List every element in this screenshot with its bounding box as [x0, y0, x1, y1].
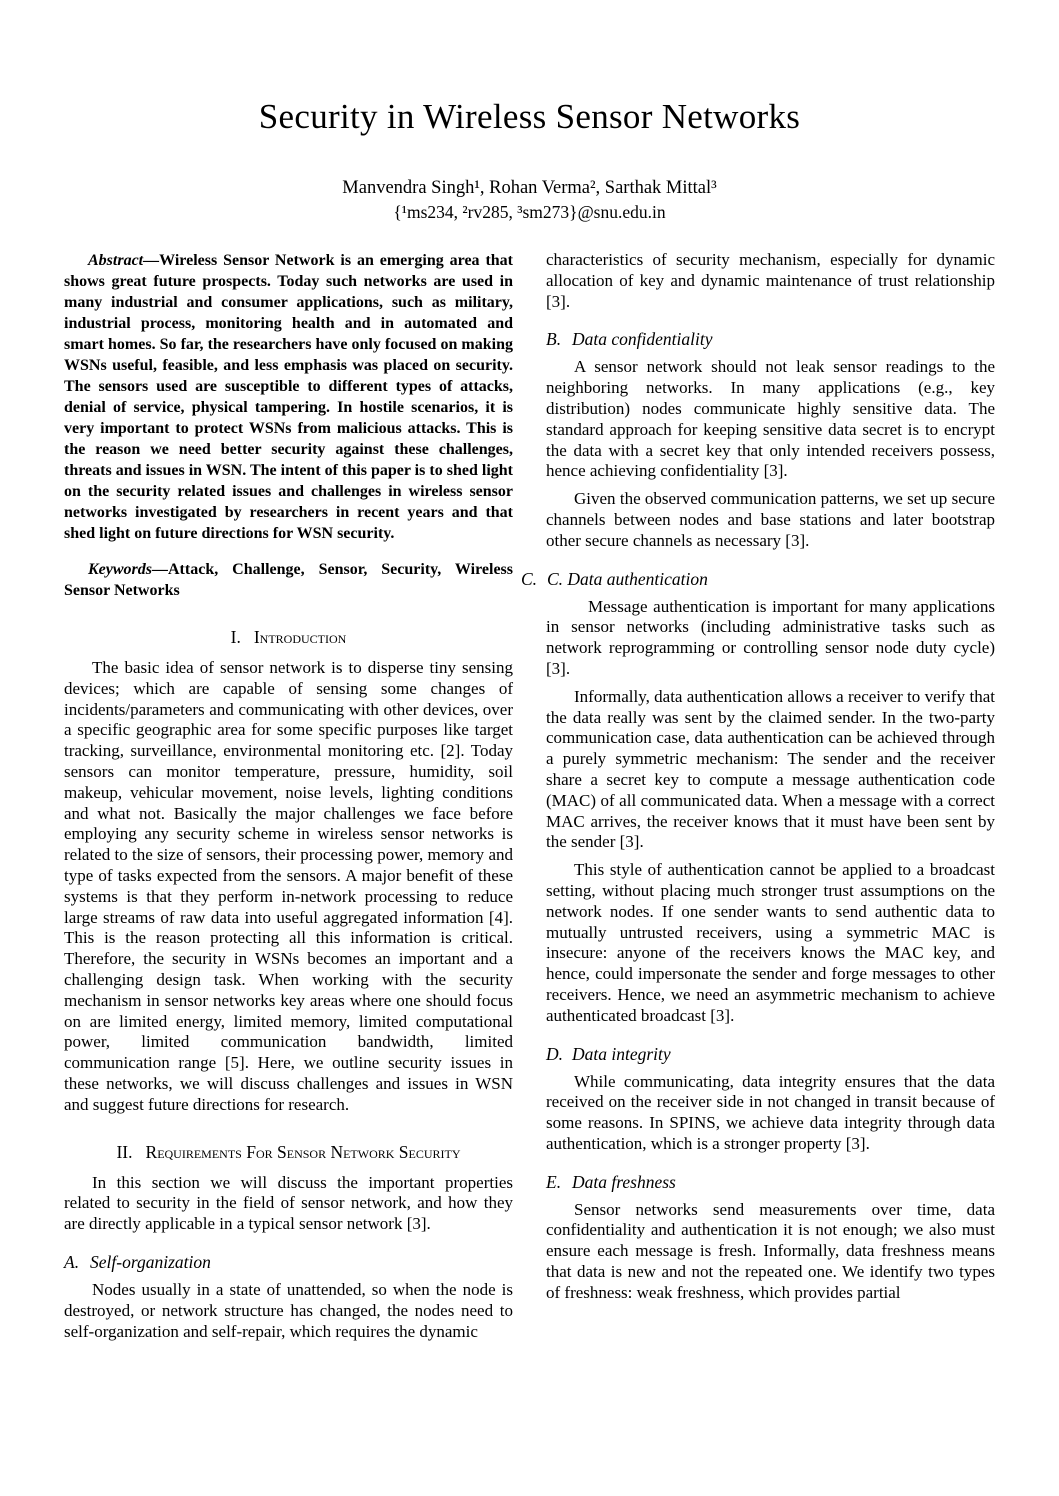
abstract-label: Abstract—	[88, 252, 160, 269]
keywords-text: Attack, Challenge, Sensor, Security, Wireless Sensor Networks	[64, 561, 513, 599]
introduction-paragraph: The basic idea of sensor network is to disperse tiny sensing devices; which are capable of sensing some changes of incidents/parameters and communicating with other devices, over a specific geographic area for some specific purposes like target tracking, surveillance, environmental monitoring etc. [2]. Today sensors can monitor temperature, pressure, humidity, soil makeup, vehicular movement, noise levels, lighting conditions and what not. Basically the major challenges we face before employing any security scheme in wireless sensor networks is related to the size of sensors, their processing power, memory and type of tasks expected from the sensors. A major benefit of these systems is that they perform in-network processing to reduce large streams of raw data into useful aggregated information [4]. This is the reason protecting all this information is critical. Therefore, the security in WSNs becomes an important and a challenging design task. When working with the security mechanism in sensor networks key areas where one should focus on are limited energy, limited memory, limited computational power, limited communication bandwidth, limited communication range [5]. Here, we outline security issues in these networks, we will discuss challenges and issues in WSN and suggest future directions for research.	[64, 658, 513, 1114]
section-number: I.	[230, 627, 241, 647]
data-authentication-paragraph-2: Informally, data authentication allows a receiver to verify that the data really was sent by the claimed sender. In the two-party communication case, data authentication can be achieved through a purely symmetric mechanism: The sender and the receiver share a secret key to compute a message authentication code (MAC) of all communicated data. When a message with a correct MAC arrives, the receiver knows that it must have been sent by the sender [3].	[546, 686, 995, 852]
self-organization-paragraph: Nodes usually in a state of unattended, so when the node is destroyed, or network structure has changed, the nodes need to self-organization and self-repair, which requires the dynamic	[64, 1279, 513, 1341]
subsection-heading-data-confidentiality	[546, 329, 995, 350]
section-title: Requirements For Sensor Network Security	[145, 1141, 461, 1162]
subsection-title: Data freshness	[572, 1171, 676, 1192]
right-column	[521, 250, 995, 1349]
data-integrity-paragraph: While communicating, data integrity ensures that the data received on the receiver side in not changed in transit because of some reasons. In SPINS, we achieve data integrity through data authentication, which is a stronger property [3].	[546, 1071, 995, 1153]
section-title: Introduction	[253, 627, 347, 647]
self-organization-continued-paragraph: characteristics of security mechanism, especially for dynamic allocation of key and dynamic maintenance of trust relationship [3].	[546, 250, 995, 311]
section-number: II.	[116, 1141, 133, 1162]
data-authentication-paragraph-3: This style of authentication cannot be applied to a broadcast setting, without placing much stronger trust assumptions on the network nodes. If one sender wants to send authentic data to mutually untrusted receivers, using a symmetric MAC is insecure: anyone of the receivers knows the MAC key, and hence, could impersonate the sender and forge messages to other receivers. Hence, we need an asymmetric mechanism to achieve authenticated broadcast [3].	[546, 860, 995, 1025]
data-confidentiality-paragraph-1: A sensor network should not leak sensor readings to the neighboring networks. In many applications (e.g., key distribution) nodes communicate highly sensitive data. The standard approach for keeping sensitive data secret is to encrypt the data with a secret key that only intended receivers possess, hence achieving confidentiality [3].	[546, 357, 995, 481]
subsection-label: C.	[521, 568, 538, 589]
subsection-heading-self-organization	[64, 1252, 513, 1273]
paper-title: Security in Wireless Sensor Networks	[258, 97, 801, 136]
left-column	[64, 250, 513, 1349]
authors-line: Manvendra Singh¹, Rohan Verma², Sarthak Mittal³	[342, 178, 717, 198]
two-column-body	[64, 250, 995, 1349]
subsection-label: D.	[546, 1043, 564, 1064]
abstract-paragraph	[64, 250, 513, 544]
subsection-heading-data-authentication	[521, 569, 995, 590]
subsection-label: A.	[64, 1251, 80, 1272]
subsection-heading-data-integrity	[546, 1044, 995, 1065]
subsection-heading-data-freshness	[546, 1172, 995, 1193]
subsection-title: Data confidentiality	[572, 329, 713, 350]
data-authentication-paragraph-1: Message authentication is important for many applications in sensor networks (including administrative tasks such as network reprogramming or controlling sensor node duty cycle) [3].	[546, 596, 995, 678]
data-freshness-paragraph: Sensor networks send measurements over time, data confidentiality and authentication it is not enough; we also must ensure each message is fresh. Informally, data freshness means that data is new and not the repeated one. We identify two types of freshness: weak freshness, which provides partial	[546, 1199, 995, 1302]
data-confidentiality-paragraph-2: Given the observed communication patterns, we set up secure channels between nodes and base stations and later bootstrap other secure channels as necessary [3].	[546, 489, 995, 550]
section-heading-introduction	[64, 627, 513, 648]
emails-line: {¹ms234, ²rv285, ³sm273}@snu.edu.in	[393, 202, 666, 222]
keywords-paragraph	[64, 559, 513, 601]
requirements-intro-paragraph: In this section we will discuss the important properties related to security in the field of sensor network, and how they are directly applicable in a typical sensor network [3].	[64, 1172, 513, 1234]
subsection-label: B.	[546, 329, 562, 350]
section-heading-requirements	[64, 1142, 513, 1163]
abstract-text: Wireless Sensor Network is an emerging area that shows great future prospects. Today such networks are used in many industrial and consumer applications, such as military, industrial process, monitoring health and in automated and smart homes. So far, the researchers have only focused on making WSNs useful, feasible, and less emphasis was placed on security. The sensors used are susceptible to different types of attacks, denial of service, physical tampering. In hostile scenarios, it is very important to protect WSNs from malicious attacks. This is the reason we need better security against these challenges, threats and issues in WSN. The intent of this paper is to shed light on the security related issues and challenges in wireless sensor networks investigated by researchers in recent years and that shed light on future directions for WSN security.	[64, 252, 513, 542]
subsection-label: E.	[546, 1171, 562, 1192]
subsection-title: C. Data authentication	[547, 568, 708, 589]
subsection-title: Self-organization	[90, 1251, 211, 1272]
keywords-label: Keywords—	[88, 561, 168, 578]
subsection-title: Data integrity	[572, 1043, 671, 1064]
